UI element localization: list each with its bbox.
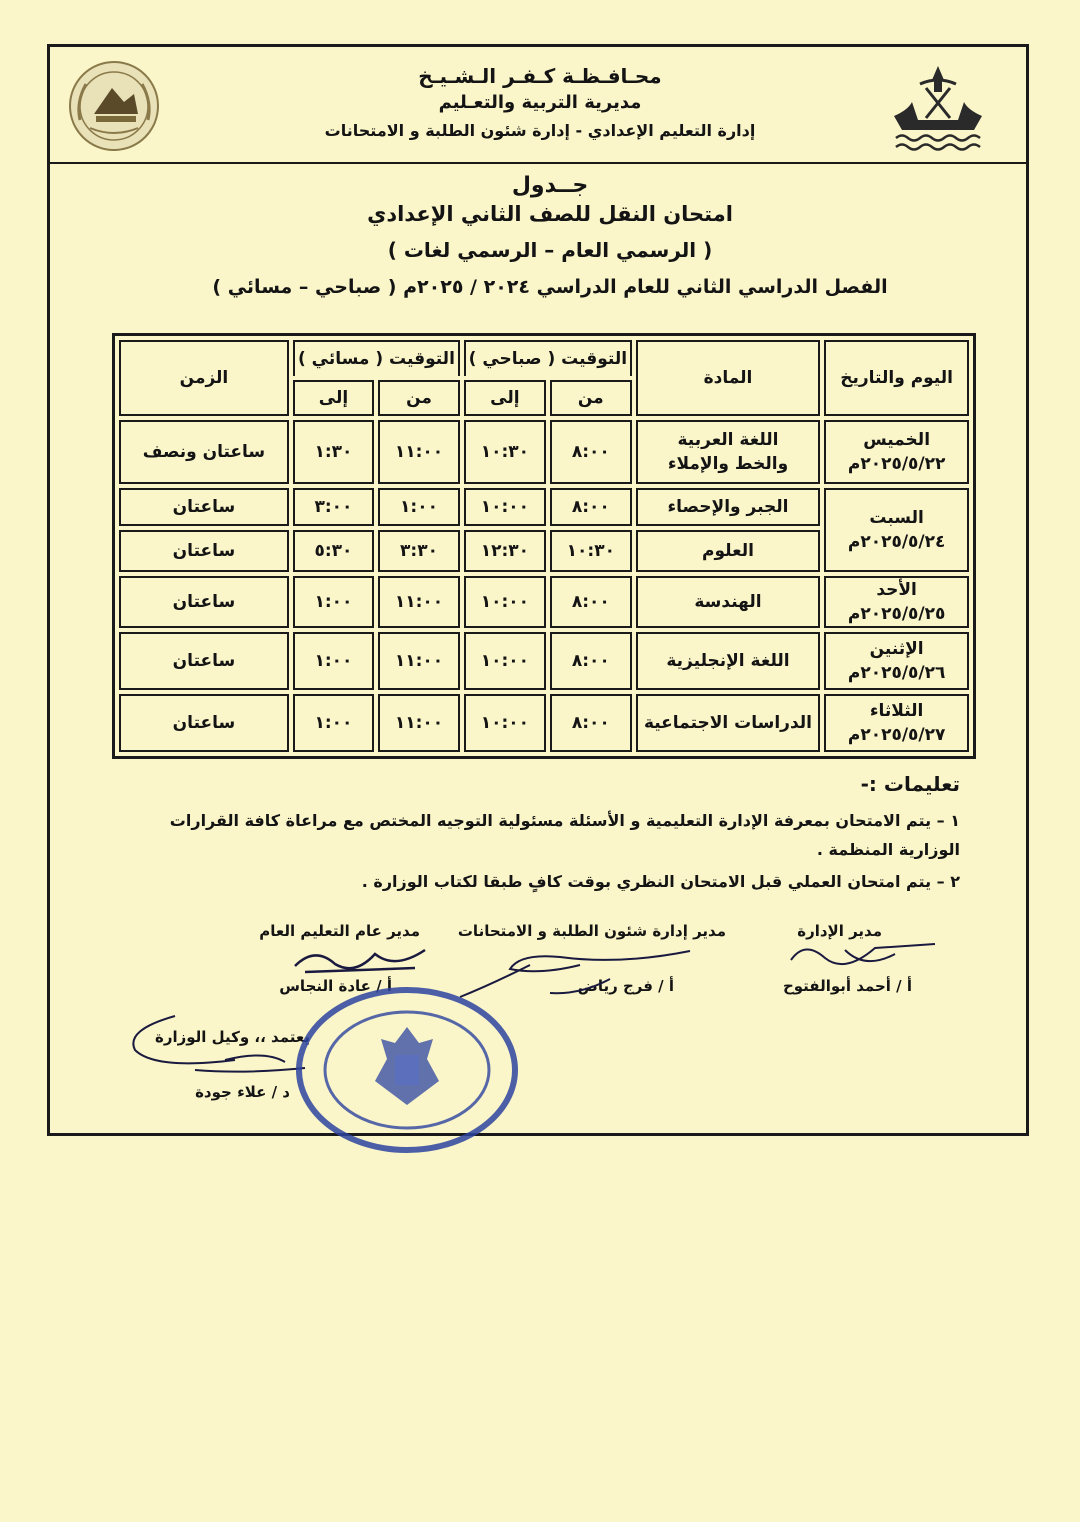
exam-title: امتحان النقل للصف الثاني الإعدادي <box>367 202 733 226</box>
day-date-cell <box>824 632 969 690</box>
exam-schedule-table <box>112 333 976 759</box>
governorate-name: محـافـظـة كـفـر الـشـيـخ <box>418 64 662 88</box>
evening-from: ١١:٠٠ <box>378 694 460 752</box>
evening-to: ١:٠٠ <box>293 632 374 690</box>
header-morning: التوقيت ( صباحي ) <box>464 340 632 376</box>
term-line: الفصل الدراسي الثاني للعام الدراسي ٢٠٢٤ / ٢٠٢٥م ( صباحي – مسائي ) <box>212 276 888 298</box>
table-row <box>119 632 969 690</box>
header-evening-from: من <box>378 380 460 416</box>
evening-to: ٣:٠٠ <box>293 488 374 526</box>
evening-from: ١١:٠٠ <box>378 632 460 690</box>
general-director-name: أ / عادة النجاس <box>279 977 392 995</box>
header-day-date: اليوم والتاريخ <box>824 340 969 416</box>
general-director-title: مدير عام التعليم العام <box>259 922 420 940</box>
morning-to: ١٢:٣٠ <box>464 530 546 572</box>
morning-to: ١٠:٠٠ <box>464 632 546 690</box>
day-name: الإثنين <box>869 639 924 659</box>
evening-from: ١:٠٠ <box>378 488 460 526</box>
approval-label: يعتمد ،، وكيل الوزارة <box>154 1028 310 1046</box>
evening-to: ٥:٣٠ <box>293 530 374 572</box>
signature-general <box>285 940 435 980</box>
table-row <box>119 420 969 484</box>
exam-date: ٢٠٢٥/٥/٢٢م <box>847 454 946 474</box>
signature-admin <box>785 930 945 980</box>
admin-manager-name: أ / أحمد أبوالفتوح <box>782 977 912 995</box>
morning-to: ١٠:٠٠ <box>464 576 546 628</box>
department-name: إدارة التعليم الإعدادي - إدارة شئون الطلبة و الامتحانات <box>324 121 756 140</box>
morning-from: ١٠:٣٠ <box>550 530 632 572</box>
exam-date: ٢٠٢٥/٥/٢٧م <box>847 725 946 745</box>
day-name: الخميس <box>863 430 931 450</box>
morning-from: ٨:٠٠ <box>550 632 632 690</box>
doc-title: جــدول <box>511 173 589 198</box>
subject-name-2: والخط والإملاء <box>667 454 789 474</box>
exam-date: ٢٠٢٥/٥/٢٥م <box>847 604 946 624</box>
duration: ساعتان <box>119 530 289 572</box>
instruction-2: ٢ – يتم امتحان العملي قبل الامتحان النظري بوقت كافٍ طبقا لكتاب الوزارة . <box>361 872 960 891</box>
table-row <box>119 694 969 752</box>
header-morning-from: من <box>550 380 632 416</box>
header-evening: التوقيت ( مسائي ) <box>293 340 460 376</box>
evening-to: ١:٣٠ <box>293 420 374 484</box>
table-row <box>119 488 969 526</box>
instruction-1: ١ – يتم الامتحان بمعرفة الإدارة التعليمية و الأسئلة مسئولية التوجيه المختص مع مراعاة كافة القرارات الوزارية المنظمة . <box>169 811 960 859</box>
evening-to: ١:٠٠ <box>293 576 374 628</box>
evening-from: ٣:٣٠ <box>378 530 460 572</box>
morning-to: ١٠:٣٠ <box>464 420 546 484</box>
day-date-cell <box>824 488 969 572</box>
subject-name: العلوم <box>636 530 820 572</box>
duration: ساعتان <box>119 488 289 526</box>
subject-name: الدراسات الاجتماعية <box>636 694 820 752</box>
evening-from: ١١:٠٠ <box>378 420 460 484</box>
instructions-title: تعليمات :- <box>860 772 960 796</box>
school-type: ( الرسمي العام – الرسمي لغات ) <box>387 238 713 262</box>
deputy-minister-name: د / علاء جودة <box>195 1083 290 1101</box>
subject-name: الجبر والإحصاء <box>636 488 820 526</box>
header-duration: الزمن <box>119 340 289 416</box>
morning-from: ٨:٠٠ <box>550 420 632 484</box>
day-date-cell <box>824 420 969 484</box>
day-name: الثلاثاء <box>869 701 924 721</box>
boat-emblem-logo <box>888 58 988 156</box>
subject-name: اللغة العربية <box>677 430 779 450</box>
duration: ساعتان <box>119 694 289 752</box>
day-date-cell <box>824 694 969 752</box>
morning-to: ١٠:٠٠ <box>464 694 546 752</box>
duration: ساعتان <box>119 576 289 628</box>
morning-to: ١٠:٠٠ <box>464 488 546 526</box>
morning-from: ٨:٠٠ <box>550 576 632 628</box>
duration: ساعتان ونصف <box>119 420 289 484</box>
day-name: السبت <box>869 508 924 528</box>
subject-cell <box>636 420 820 484</box>
affairs-manager-name: أ / فرج رياض <box>577 977 674 995</box>
exam-date: ٢٠٢٥/٥/٢٤م <box>847 532 946 552</box>
signature-deputy <box>115 1010 315 1090</box>
duration: ساعتان <box>119 632 289 690</box>
day-date-cell <box>824 576 969 628</box>
evening-to: ١:٠٠ <box>293 694 374 752</box>
day-name: الأحد <box>876 580 917 600</box>
exam-date: ٢٠٢٥/٥/٢٦م <box>847 663 946 683</box>
affairs-manager-title: مدير إدارة شئون الطلبة و الامتحانات <box>457 922 726 940</box>
governorate-seal-logo <box>66 58 162 154</box>
subject-name: اللغة الإنجليزية <box>636 632 820 690</box>
evening-from: ١١:٠٠ <box>378 576 460 628</box>
header-divider <box>47 162 1029 164</box>
subject-name: الهندسة <box>636 576 820 628</box>
morning-from: ٨:٠٠ <box>550 694 632 752</box>
header-subject: المادة <box>636 340 820 416</box>
header-evening-to: إلى <box>293 380 374 416</box>
directorate-name: مديرية التربية والتعـليم <box>438 92 642 113</box>
header-morning-to: إلى <box>464 380 546 416</box>
official-stamp <box>287 985 527 1155</box>
admin-manager-title: مدير الإدارة <box>797 922 882 940</box>
morning-from: ٨:٠٠ <box>550 488 632 526</box>
table-row <box>119 576 969 628</box>
